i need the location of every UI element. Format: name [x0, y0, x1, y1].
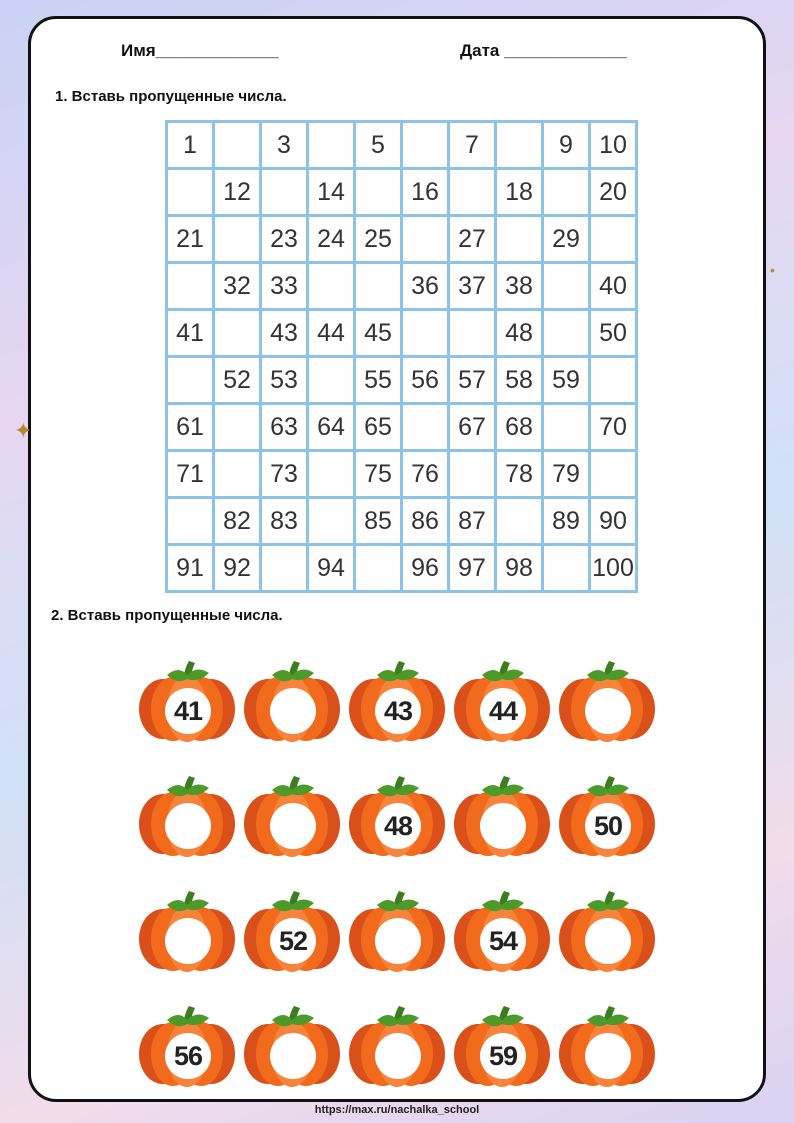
grid-cell: 9 [544, 123, 588, 167]
grid-cell: 57 [450, 358, 494, 402]
grid-cell: 58 [497, 358, 541, 402]
pumpkin-item[interactable] [137, 879, 237, 979]
grid-cell: 33 [262, 264, 306, 308]
grid-cell: 55 [356, 358, 400, 402]
grid-cell[interactable] [356, 546, 400, 590]
pumpkin-item [452, 649, 552, 749]
grid-cell: 78 [497, 452, 541, 496]
pumpkin-item[interactable] [557, 879, 657, 979]
grid-cell: 64 [309, 405, 353, 449]
pumpkin-number [271, 1038, 315, 1074]
pumpkin-number [166, 923, 210, 959]
grid-cell: 73 [262, 452, 306, 496]
name-field-label: Имя_____________ [121, 41, 279, 60]
pumpkin-number: 59 [488, 1040, 518, 1071]
grid-cell: 38 [497, 264, 541, 308]
grid-cell[interactable] [403, 217, 447, 261]
grid-cell[interactable] [309, 499, 353, 543]
grid-cell: 24 [309, 217, 353, 261]
grid-cell: 83 [262, 499, 306, 543]
pumpkin-item [452, 879, 552, 979]
pumpkin-number [271, 808, 315, 844]
grid-cell[interactable] [309, 358, 353, 402]
pumpkin-item [347, 764, 447, 864]
pumpkin-item [137, 994, 237, 1094]
grid-cell[interactable] [262, 170, 306, 214]
grid-cell: 23 [262, 217, 306, 261]
grid-cell: 45 [356, 311, 400, 355]
grid-cell: 71 [168, 452, 212, 496]
pumpkin-number [271, 693, 315, 729]
grid-cell: 27 [450, 217, 494, 261]
grid-cell: 76 [403, 452, 447, 496]
grid-cell: 56 [403, 358, 447, 402]
grid-cell[interactable] [544, 405, 588, 449]
pumpkin-number [586, 693, 630, 729]
grid-cell: 91 [168, 546, 212, 590]
grid-cell: 48 [497, 311, 541, 355]
grid-cell: 98 [497, 546, 541, 590]
grid-cell: 1 [168, 123, 212, 167]
hundred-number-grid [165, 120, 638, 593]
grid-cell: 68 [497, 405, 541, 449]
pumpkin-number [376, 1038, 420, 1074]
grid-cell: 89 [544, 499, 588, 543]
grid-cell: 37 [450, 264, 494, 308]
grid-cell: 43 [262, 311, 306, 355]
grid-cell[interactable] [215, 123, 259, 167]
pumpkin-item [557, 764, 657, 864]
pumpkin-number: 50 [593, 810, 623, 841]
grid-cell[interactable] [168, 170, 212, 214]
pumpkin-item [452, 994, 552, 1094]
pumpkin-item[interactable] [347, 879, 447, 979]
grid-cell: 25 [356, 217, 400, 261]
pumpkin-number: 43 [383, 695, 413, 726]
grid-cell[interactable] [309, 264, 353, 308]
grid-cell[interactable] [450, 311, 494, 355]
grid-cell: 61 [168, 405, 212, 449]
pumpkin-number [586, 923, 630, 959]
grid-cell: 16 [403, 170, 447, 214]
grid-cell[interactable] [403, 405, 447, 449]
task2-title: 2. Вставь пропущенные числа. [51, 607, 283, 624]
pumpkin-item[interactable] [452, 764, 552, 864]
pumpkin-item[interactable] [242, 764, 342, 864]
grid-cell: 12 [215, 170, 259, 214]
grid-cell: 21 [168, 217, 212, 261]
grid-cell: 3 [262, 123, 306, 167]
grid-cell: 10 [591, 123, 635, 167]
grid-cell: 32 [215, 264, 259, 308]
grid-cell: 18 [497, 170, 541, 214]
grid-cell: 67 [450, 405, 494, 449]
grid-cell[interactable] [168, 264, 212, 308]
grid-cell[interactable] [215, 452, 259, 496]
grid-cell: 87 [450, 499, 494, 543]
pumpkin-number [376, 923, 420, 959]
grid-cell[interactable] [309, 123, 353, 167]
grid-cell[interactable] [544, 546, 588, 590]
grid-cell[interactable] [309, 452, 353, 496]
grid-cell: 5 [356, 123, 400, 167]
grid-cell[interactable] [215, 311, 259, 355]
pumpkin-number [586, 1038, 630, 1074]
grid-cell: 79 [544, 452, 588, 496]
pumpkin-number: 52 [278, 925, 308, 956]
pumpkin-number: 41 [173, 695, 203, 726]
grid-cell: 52 [215, 358, 259, 402]
grid-cell[interactable] [168, 499, 212, 543]
pumpkin-number: 48 [383, 810, 413, 841]
grid-cell: 7 [450, 123, 494, 167]
pumpkin-item[interactable] [347, 994, 447, 1094]
grid-cell: 96 [403, 546, 447, 590]
pumpkin-item [242, 879, 342, 979]
pumpkin-number: 44 [488, 695, 518, 726]
grid-cell: 59 [544, 358, 588, 402]
grid-cell[interactable] [591, 217, 635, 261]
grid-cell: 41 [168, 311, 212, 355]
pumpkin-item [347, 649, 447, 749]
grid-cell[interactable] [544, 311, 588, 355]
sparkle-icon: • [770, 262, 775, 278]
pumpkin-item[interactable] [242, 649, 342, 749]
worksheet-page [28, 16, 766, 1102]
grid-cell: 14 [309, 170, 353, 214]
grid-cell: 40 [591, 264, 635, 308]
grid-cell[interactable] [450, 170, 494, 214]
pumpkin-item[interactable] [242, 994, 342, 1094]
pumpkin-number [166, 808, 210, 844]
sparkle-icon: ✦ [14, 418, 33, 443]
grid-cell: 82 [215, 499, 259, 543]
grid-cell: 65 [356, 405, 400, 449]
grid-cell[interactable] [497, 217, 541, 261]
header-row [31, 41, 763, 65]
grid-cell: 86 [403, 499, 447, 543]
pumpkin-number-grid [137, 649, 662, 1109]
date-field-label: Дата _____________ [460, 41, 627, 60]
grid-cell: 92 [215, 546, 259, 590]
task1-title: 1. Вставь пропущенные числа. [55, 88, 287, 105]
grid-cell[interactable] [544, 264, 588, 308]
grid-cell[interactable] [497, 499, 541, 543]
pumpkin-item[interactable] [557, 994, 657, 1094]
grid-cell[interactable] [215, 405, 259, 449]
pumpkin-item[interactable] [137, 764, 237, 864]
grid-cell[interactable] [591, 358, 635, 402]
pumpkin-item[interactable] [557, 649, 657, 749]
footer-url: https://max.ru/nachalka_school [314, 1104, 480, 1116]
grid-cell: 90 [591, 499, 635, 543]
grid-cell: 53 [262, 358, 306, 402]
grid-cell[interactable] [403, 311, 447, 355]
grid-cell[interactable] [215, 217, 259, 261]
grid-cell: 97 [450, 546, 494, 590]
grid-cell: 100 [591, 546, 635, 590]
grid-cell[interactable] [262, 546, 306, 590]
grid-cell: 20 [591, 170, 635, 214]
grid-cell: 44 [309, 311, 353, 355]
pumpkin-number [481, 808, 525, 844]
pumpkin-item [137, 649, 237, 749]
grid-cell: 70 [591, 405, 635, 449]
grid-cell[interactable] [544, 170, 588, 214]
grid-cell: 94 [309, 546, 353, 590]
grid-cell: 85 [356, 499, 400, 543]
grid-cell[interactable] [497, 123, 541, 167]
grid-cell[interactable] [403, 123, 447, 167]
grid-cell[interactable] [450, 452, 494, 496]
pumpkin-number: 56 [173, 1040, 203, 1071]
grid-cell: 63 [262, 405, 306, 449]
grid-cell[interactable] [356, 264, 400, 308]
pumpkin-number: 54 [488, 925, 518, 956]
grid-cell[interactable] [356, 170, 400, 214]
grid-cell[interactable] [591, 452, 635, 496]
grid-cell: 75 [356, 452, 400, 496]
grid-cell: 29 [544, 217, 588, 261]
grid-cell: 36 [403, 264, 447, 308]
grid-cell: 50 [591, 311, 635, 355]
grid-cell[interactable] [168, 358, 212, 402]
